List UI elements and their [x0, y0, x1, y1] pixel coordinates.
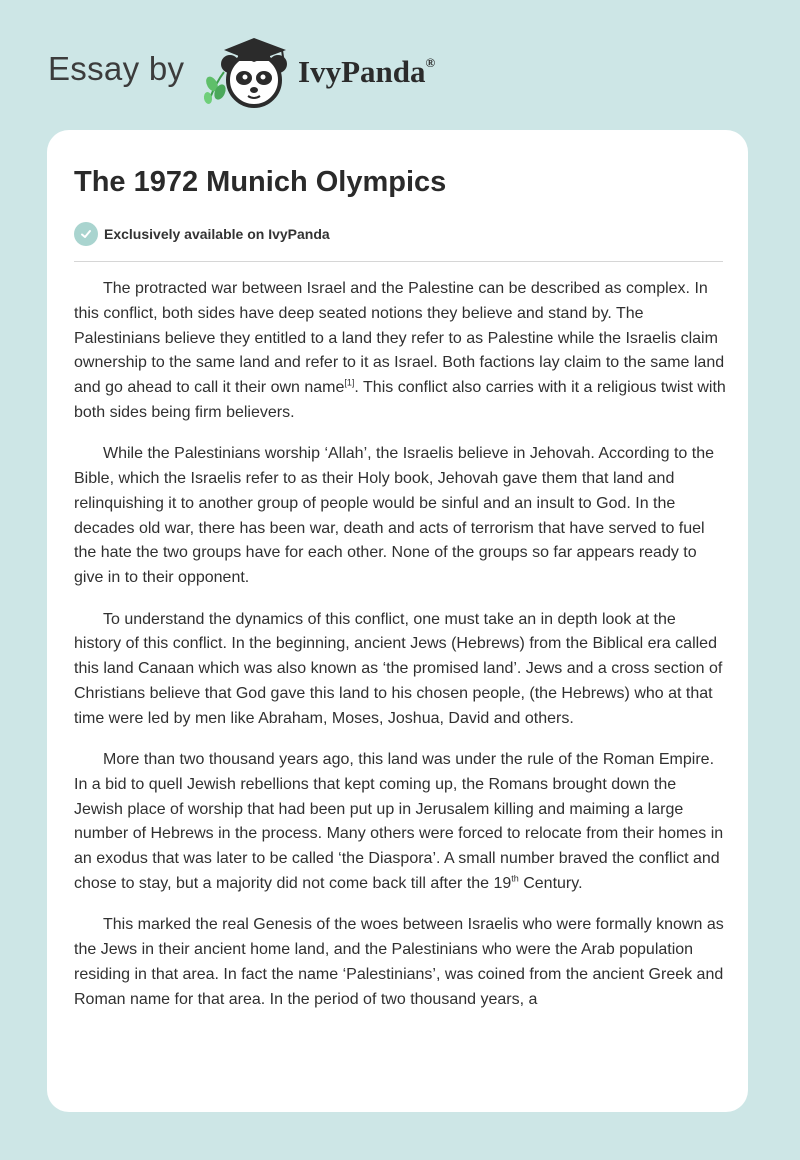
paragraph-5: This marked the real Genesis of the woes between Israelis who were formally known as the Jews in their ancient home land, and the Palestinians who were the Arab population residing in that area. In fact the name ‘Palestinians’, was coined from the ancient Greek and Roman name for that area. In the period of two thousand years, a — [74, 916, 724, 1008]
essay-by-label: Essay by — [48, 50, 185, 87]
check-icon — [74, 222, 98, 246]
exclusive-badge — [74, 222, 330, 246]
ivypanda-logo-icon[interactable] — [200, 34, 296, 110]
divider — [74, 261, 723, 262]
paragraph-3: To understand the dynamics of this conflict, one must take an in depth look at the history of this conflict. In the beginning, ancient Jews (Hebrews) from the Biblical era called this land Canaan which was also known as ‘the promised land’. Jews and a cross section of Christians believe that God gave this land to his chosen people, (the Hebrews) who at that time were led by men like Abraham, Moses, Joshua, David and others. — [74, 610, 723, 727]
brand-name: IvyPanda® — [298, 54, 436, 89]
essay-card — [47, 130, 748, 1112]
paragraph-4: More than two thousand years ago, this land was under the rule of the Roman Empire. In a bid to quell Jewish rebellions that kept coming up, the Romans brought down the Jewish place of worship that had been put up in Jerusalem killing and maiming a large number of Hebrews in the process. Many others were forced to relocate from their homes in an exodus that was later to be called ‘the Diaspora’. A small number braved the conflict and chose to stay, but a majority did not come back till after the 19th Century. — [74, 751, 724, 893]
essay-body — [74, 277, 726, 1029]
page-title: The 1972 Munich Olympics — [74, 166, 447, 198]
site-header — [48, 32, 748, 112]
paragraph-2: While the Palestinians worship ‘Allah’, the Israelis believe in Jehovah. According to the Bible, which the Israelis refer to as their Holy book, Jehovah gave them that land and relinquishing it to another group of people would be sinful and an insult to God. In the decades old war, there has been war, death and acts of terrorism that have served to fuel the hate the two groups have for each other. None of the groups so far appears ready to give in to their opponent. — [74, 445, 714, 587]
paragraph-1: The protracted war between Israel and the Palestine can be described as complex. In this conflict, both sides have deep seated notions they believe and stand by. The Palestinians believe they entitled to a land they refer to as Palestine while the Israelis claim ownership to the same land and refer to it as Israel. Both factions lay claim to the same land and go ahead to call it their own name[1]. This conflict also carries with it a religious twist with both sides being firm believers. — [74, 280, 726, 421]
registered-mark: ® — [425, 54, 436, 70]
exclusive-badge-text: Exclusively available on IvyPanda — [104, 226, 330, 242]
footnote-ref-1[interactable]: [1] — [344, 377, 355, 388]
